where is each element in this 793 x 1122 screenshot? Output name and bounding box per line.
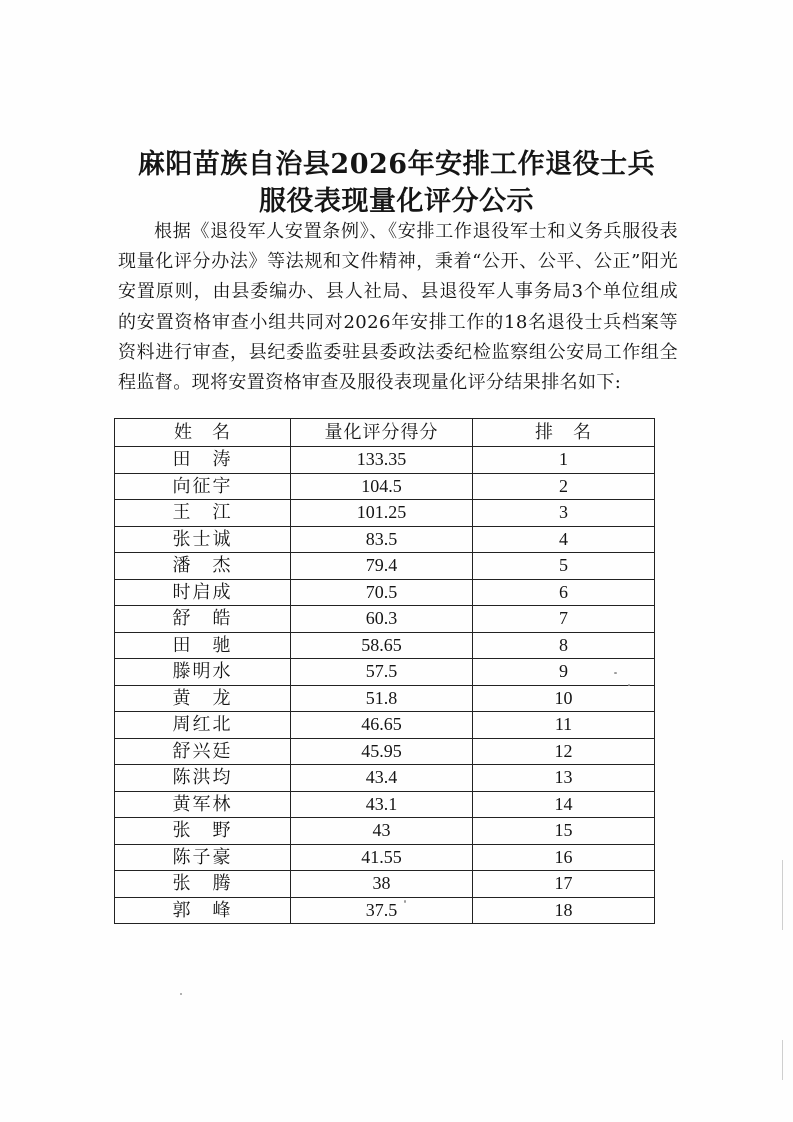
cell-name: 陈洪均: [115, 765, 291, 792]
results-table: [114, 418, 655, 924]
table-row: [115, 632, 655, 659]
cell-score: 43.1: [291, 791, 473, 818]
cell-score: 104.5: [291, 473, 473, 500]
cell-name: 向征宇: [115, 473, 291, 500]
cell-score: 37.5: [291, 897, 473, 924]
cell-name: 滕明水: [115, 659, 291, 686]
scan-speck: [404, 900, 406, 903]
table-row: [115, 712, 655, 739]
cell-name: 黄 龙: [115, 685, 291, 712]
cell-rank: 7: [473, 606, 655, 633]
cell-name: 黄军林: [115, 791, 291, 818]
cell-score: 133.35: [291, 447, 473, 474]
cell-rank: 15: [473, 818, 655, 845]
table-row: [115, 553, 655, 580]
cell-score: 79.4: [291, 553, 473, 580]
cell-score: 60.3: [291, 606, 473, 633]
table-row: [115, 473, 655, 500]
table-row: [115, 818, 655, 845]
cell-rank: 1: [473, 447, 655, 474]
table-row: [115, 579, 655, 606]
cell-name: 陈子豪: [115, 844, 291, 871]
cell-rank: 9: [473, 659, 655, 686]
cell-score: 51.8: [291, 685, 473, 712]
cell-name: 郭 峰: [115, 897, 291, 924]
cell-name: 田 涛: [115, 447, 291, 474]
cell-rank: 18: [473, 897, 655, 924]
cell-score: 58.65: [291, 632, 473, 659]
cell-name: 舒兴廷: [115, 738, 291, 765]
cell-rank: 17: [473, 871, 655, 898]
cell-score: 43: [291, 818, 473, 845]
cell-name: 张士诚: [115, 526, 291, 553]
table-row: [115, 526, 655, 553]
header-score: 量化评分得分: [291, 419, 473, 447]
table-row: [115, 738, 655, 765]
table-row: [115, 791, 655, 818]
cell-name: 张 野: [115, 818, 291, 845]
table-header-row: [115, 419, 655, 447]
scan-edge-line: [782, 860, 783, 930]
cell-rank: 16: [473, 844, 655, 871]
document-title-line-1: 麻阳苗族自治县2026年安排工作退役士兵: [137, 149, 656, 180]
cell-score: 70.5: [291, 579, 473, 606]
table-row: [115, 447, 655, 474]
scan-edge-line: [782, 1040, 783, 1080]
scan-speck: [614, 672, 617, 674]
cell-rank: 14: [473, 791, 655, 818]
cell-rank: 8: [473, 632, 655, 659]
cell-rank: 12: [473, 738, 655, 765]
table-row: [115, 871, 655, 898]
cell-name: 周红北: [115, 712, 291, 739]
cell-score: 83.5: [291, 526, 473, 553]
cell-score: 46.65: [291, 712, 473, 739]
header-rank: 排 名: [473, 419, 655, 447]
cell-rank: 4: [473, 526, 655, 553]
cell-name: 舒 皓: [115, 606, 291, 633]
table-row: [115, 897, 655, 924]
scan-speck: [180, 993, 182, 995]
cell-rank: 11: [473, 712, 655, 739]
cell-score: 38: [291, 871, 473, 898]
cell-score: 41.55: [291, 844, 473, 871]
cell-rank: 3: [473, 500, 655, 527]
table-row: [115, 606, 655, 633]
cell-rank: 13: [473, 765, 655, 792]
cell-name: 张 腾: [115, 871, 291, 898]
cell-score: 101.25: [291, 500, 473, 527]
cell-rank: 6: [473, 579, 655, 606]
cell-name: 潘 杰: [115, 553, 291, 580]
cell-rank: 5: [473, 553, 655, 580]
table-row: [115, 659, 655, 686]
cell-rank: 10: [473, 685, 655, 712]
document-title-line-2: 服役表现量化评分公示: [259, 186, 534, 217]
cell-rank: 2: [473, 473, 655, 500]
cell-name: 田 驰: [115, 632, 291, 659]
header-name: 姓 名: [115, 419, 291, 447]
intro-paragraph: 根据《退役军人安置条例》、《安排工作退役军士和义务兵服役表现量化评分办法》等法规和文件精神，秉着“公开、公平、公正”阳光安置原则，由县委编办、县人社局、县退役军人事务局3个单位组成的安置资格审查小组共同对2026年安排工作的18名退役士兵档案等资料进行审查，县纪委监委驻县委政法委纪检监察组公安局工作组全程监督。现将安置资格审查及服役表现量化评分结果排名如下:: [118, 221, 678, 394]
cell-score: 57.5: [291, 659, 473, 686]
cell-name: 时启成: [115, 579, 291, 606]
table-row: [115, 765, 655, 792]
table-row: [115, 844, 655, 871]
table-row: [115, 500, 655, 527]
cell-name: 王 江: [115, 500, 291, 527]
cell-score: 45.95: [291, 738, 473, 765]
table-row: [115, 685, 655, 712]
cell-score: 43.4: [291, 765, 473, 792]
scan-speck: [628, 684, 630, 686]
